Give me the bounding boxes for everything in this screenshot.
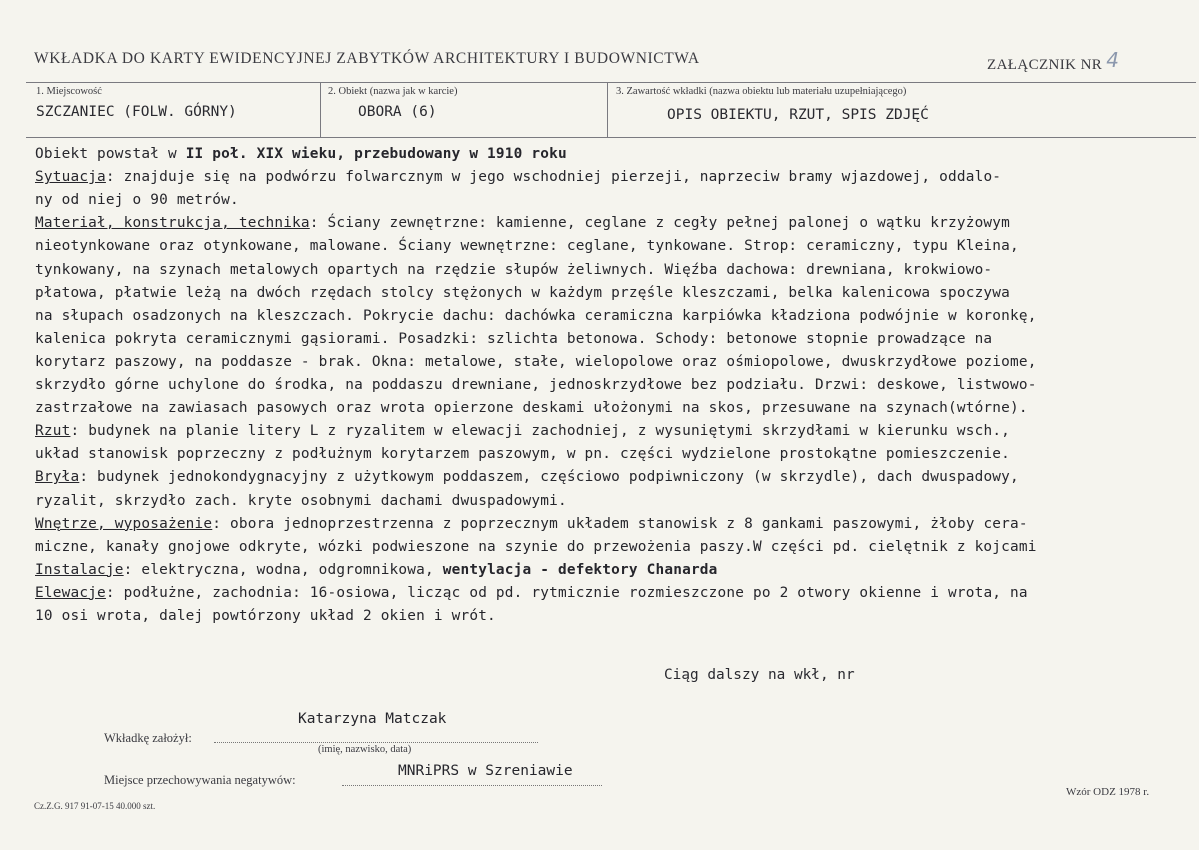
body-text: nieotynkowane oraz otynkowane, malowane. Ściany wewnętrzne: ceglane, tynkowane. Strop: ceramiczny, typu Kleina,	[35, 238, 1019, 255]
body-line	[35, 493, 567, 509]
body-text: 10 osi wrota, dalej powtórzony układ 2 okien i wrót.	[35, 608, 496, 624]
body-text: ryzalit, skrzydło zach. kryte osobnymi dachami dwuspadowymi.	[35, 492, 567, 509]
content-label: 3. Zawartość wkładki (nazwa obiektu lub materiału uzupełniającego)	[616, 86, 907, 97]
body-text: : Ściany zewnętrzne: kamienne, ceglane z cegły pełnej palonej o wątku krzyżowym	[309, 215, 1011, 232]
body-line	[35, 169, 1001, 185]
section-heading: Sytuacja	[35, 169, 106, 186]
fields-bottom-rule	[26, 137, 1196, 138]
body-text: miczne, kanały gnojowe odkryte, wózki podwieszone na szynie do przewożenia paszy.W części pd. cielętnik z kojcami	[35, 538, 1037, 555]
fields-divider-2	[607, 82, 608, 137]
author-label: Wkładkę założył:	[104, 731, 192, 745]
printer-imprint: Cz.Z.G. 917 91-07-15 40.000 szt.	[34, 801, 156, 811]
body-line	[35, 446, 1010, 462]
body-text: Obiekt powstał w	[35, 146, 186, 162]
negatives-value: MNRiPRS w Szreniawie	[398, 763, 573, 779]
body-line	[35, 469, 1019, 485]
form-model: Wzór ODZ 1978 r.	[1066, 786, 1150, 798]
body-line	[35, 585, 1028, 601]
body-line	[35, 262, 992, 278]
body-line	[35, 608, 496, 624]
location-value: SZCZANIEC (FOLW. GÓRNY)	[36, 104, 237, 120]
body-line	[35, 331, 992, 347]
attachment-number-value: 4	[1106, 48, 1120, 72]
body-text: II poł. XIX wieku, przebudowany w 1910 roku	[185, 146, 567, 162]
location-label: 1. Miejscowość	[36, 86, 102, 97]
content-value: OPIS OBIEKTU, RZUT, SPIS ZDJĘĆ	[667, 107, 929, 123]
section-heading: Bryła	[35, 469, 80, 486]
section-heading: Materiał, konstrukcja, technika	[35, 215, 310, 232]
attachment-number	[987, 50, 1119, 74]
body-line	[35, 562, 718, 578]
body-line	[35, 539, 1037, 555]
section-heading: Wnętrze, wyposażenie	[35, 515, 213, 532]
body-text: : znajduje się na podwórzu folwarcznym w jego wschodniej pierzeji, naprzeciw bramy wjazdowej, oddalo-	[105, 169, 1002, 186]
body-line	[35, 238, 1019, 254]
fields-divider-1	[320, 82, 321, 137]
body-line	[35, 308, 1037, 324]
body-text: ny od niej o 90 metrów.	[35, 192, 239, 209]
body-line	[35, 516, 1028, 532]
continuation-note: Ciąg dalszy na wkł, nr	[664, 667, 855, 683]
section-heading: Rzut	[35, 423, 71, 440]
author-value: Katarzyna Matczak	[298, 711, 447, 727]
body-line	[35, 354, 1037, 370]
body-text: tynkowany, na szynach metalowych opartych na rzędzie słupów żeliwnych. Więźba dachowa: drewniana, krokwiowo-	[35, 261, 993, 278]
object-label: 2. Obiekt (nazwa jak w karcie)	[328, 86, 458, 97]
section-heading: Instalacje	[35, 561, 124, 578]
section-heading: Elewacje	[35, 584, 106, 601]
body-line	[35, 146, 567, 162]
body-text: : obora jednoprzestrzenna z poprzecznym układem stanowisk z 8 gankami paszowymi, żłoby cera-	[212, 515, 1028, 532]
body-line	[35, 377, 1037, 393]
body-text: wentylacja - defektory Chanarda	[442, 561, 718, 578]
body-text: zastrzałowe na zawiasach pasowych oraz wrota opierzone deskami ułożonymi na skos, przesuwane na szynach(wtórne).	[35, 400, 1028, 417]
body-text: : budynek jednokondygnacyjny z użytkowym poddaszem, częściowo podpiwniczony (w skrzydle), dach dwuspadowy,	[79, 469, 1019, 486]
author-dotted-line	[214, 742, 538, 743]
body-text: układ stanowisk poprzeczny z podłużnym korytarzem paszowym, w pn. części wydzielone prostokątne pomieszczenie.	[35, 446, 1011, 463]
object-value: OBORA (6)	[358, 104, 437, 120]
body-text: korytarz paszowy, na poddasze - brak. Okna: metalowe, stałe, wielopolowe oraz ośmiopolowe, dwuskrzydłowe poziome,	[35, 353, 1037, 370]
fields-top-rule	[26, 82, 1196, 83]
body-text: : elektryczna, wodna, odgromnikowa,	[123, 561, 443, 578]
form-title: WKŁADKA DO KARTY EWIDENCYJNEJ ZABYTKÓW ARCHITEKTURY I BUDOWNICTWA	[34, 50, 700, 67]
body-line	[35, 285, 1010, 301]
body-text: : budynek na planie litery L z ryzalitem w elewacji zachodniej, z wysuniętymi skrzydłami w kierunku wsch.,	[70, 423, 1011, 440]
negatives-dotted-line	[342, 785, 602, 786]
body-text: na słupach osadzonych na kleszczach. Pokrycie dachu: dachówka ceramiczna karpiówka kładziona podwójnie w koronkę,	[35, 307, 1037, 324]
body-text: płatowa, płatwie leżą na dwóch rzędach stolcy stężonych w każdym przęśle kleszczami, belka kalenicowa spoczywa	[35, 284, 1011, 301]
body-line	[35, 423, 1010, 439]
body-line	[35, 192, 239, 208]
attachment-label: ZAŁĄCZNIK NR	[987, 57, 1103, 73]
body-text: skrzydło górne uchylone do środka, na poddaszu drewniane, jednoskrzydłowe bez podziału. Drzwi: deskowe, listwowo-	[35, 377, 1037, 393]
body-line	[35, 215, 1010, 231]
negatives-label: Miejsce przechowywania negatywów:	[104, 773, 296, 787]
author-caption: (imię, nazwisko, data)	[318, 744, 412, 755]
body-text: kalenica pokryta ceramicznymi gąsiorami. Posadzki: szlichta betonowa. Schody: betonowe stopnie prowadzące na	[35, 330, 993, 347]
body-line	[35, 400, 1028, 416]
body-text: : podłużne, zachodnia: 16-osiowa, licząc od pd. rytmicznie rozmieszczone po 2 otwory okienne i wrota, na	[105, 584, 1028, 601]
